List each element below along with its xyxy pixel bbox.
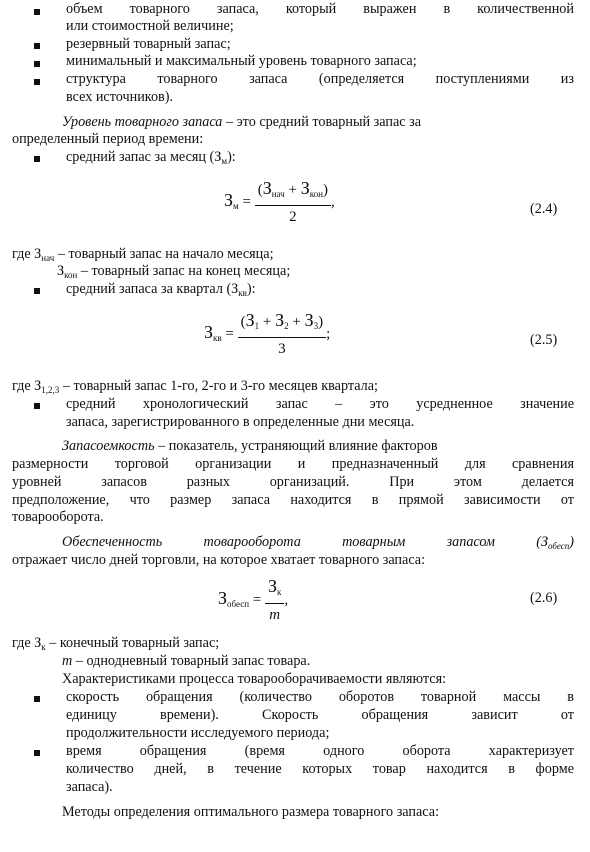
- text-line: средний хронологический запас – это усредненное значение: [66, 396, 574, 412]
- text-line: уровней запасов разных организаций. При этом делается: [12, 474, 574, 490]
- text-span: – товарный запас 1-го, 2-го и 3-го месяцев квартала;: [59, 378, 378, 394]
- text-line: отражает число дней торговли, на которое хватает товарного запаса:: [12, 552, 426, 568]
- text-span: средний запас за месяц (З: [66, 149, 222, 165]
- text-span: где З: [12, 246, 42, 262]
- text-line: или стоимостной величине;: [66, 18, 234, 34]
- subscript: нач: [41, 253, 55, 263]
- text-line: запаса, зарегистрированного в определенные дни месяца.: [66, 414, 415, 430]
- text-line: резервный товарный запас;: [66, 36, 231, 52]
- bullet-marker: [34, 9, 40, 15]
- subscript: нач: [271, 189, 285, 199]
- formula-operator: +: [262, 314, 272, 330]
- formula-symbol: З: [224, 189, 234, 210]
- formula-symbol: З: [245, 310, 255, 330]
- fraction-denominator: m: [269, 607, 281, 623]
- fraction-numerator: [255, 178, 331, 206]
- text-line: запаса).: [66, 779, 113, 795]
- subscript: обесп: [547, 541, 570, 551]
- subscript: 2: [284, 321, 289, 331]
- text-span: где З: [12, 378, 42, 394]
- bullet-marker: [34, 288, 40, 294]
- subscript: обесп: [227, 598, 250, 609]
- subscript: 1: [254, 321, 260, 331]
- formula-operator: =: [252, 591, 262, 608]
- formula-symbol: З: [304, 310, 314, 330]
- fraction-numerator: [265, 576, 284, 604]
- formula-symbol: З: [268, 576, 278, 596]
- text-span: – конечный товарный запас;: [45, 635, 220, 651]
- equation-number: (2.4): [530, 201, 558, 217]
- formula-fraction: [238, 310, 327, 359]
- text-line: количество дней, в течение которых товар находится в форме: [66, 761, 574, 777]
- formula-operator: +: [288, 182, 297, 198]
- formula-symbol: З: [218, 587, 228, 608]
- bullet-marker: [34, 403, 40, 409]
- formula-2-5: [204, 310, 330, 359]
- paragraph-line: [62, 114, 421, 131]
- text-line: скорость обращения (количество оборотов товарной массы в: [66, 689, 574, 705]
- formula-operator: +: [292, 314, 301, 330]
- text-line: всех источников).: [66, 89, 174, 105]
- bullet-marker: [34, 61, 40, 67]
- equation-number: (2.6): [530, 590, 558, 606]
- text-span: – это средний товарный запас за: [222, 114, 422, 130]
- text-line: Методы определения оптимального размера товарного запаса:: [62, 804, 440, 820]
- text-line: структура товарного запаса (определяется поступлениями из: [66, 71, 574, 87]
- text-line: товарооборота.: [12, 509, 104, 525]
- subscript: м: [233, 200, 239, 211]
- text-line: время обращения (время одного оборота характеризует: [66, 743, 574, 759]
- formula-operator: =: [225, 325, 234, 342]
- subscript: кв: [238, 288, 247, 298]
- formula-paren: ): [322, 182, 328, 198]
- text-span: – товарный запас на конец месяца;: [77, 263, 291, 279]
- text-line: определенный период времени:: [12, 131, 204, 147]
- formula-2-6: [218, 576, 288, 625]
- bullet-marker: [34, 696, 40, 702]
- formula-symbol: З: [275, 310, 285, 330]
- text-span: где З: [12, 635, 42, 651]
- term-italic: Обеспеченность товарооборота товарным запасом $(З_{обесп})$: [62, 534, 574, 551]
- subscript: 3: [313, 321, 319, 331]
- subscript: кон: [64, 270, 78, 280]
- equation-number: (2.5): [530, 332, 558, 348]
- paragraph-line: [62, 438, 438, 455]
- bullet-marker: [34, 79, 40, 85]
- formula-paren: (: [240, 314, 246, 330]
- formula-operator: =: [242, 193, 251, 210]
- term-italic: Запасоемкость: [62, 438, 155, 454]
- formula-fraction: [265, 576, 284, 625]
- formula-symbol: З: [262, 178, 272, 198]
- bullet-marker: [34, 750, 40, 756]
- fraction-numerator: [238, 310, 327, 338]
- formula-punct: ,: [330, 193, 335, 210]
- fraction-denominator: 3: [278, 341, 286, 357]
- text-span: – однодневный товарный запас товара.: [72, 653, 311, 669]
- text-line: предположение, что размер запаса находится в прямой зависимости от: [12, 492, 574, 508]
- text-line: минимальный и максимальный уровень товарного запаса;: [66, 53, 417, 69]
- term-italic: Уровень товарного запаса: [62, 114, 223, 130]
- text-span: ):: [227, 149, 236, 165]
- formula-paren: ): [318, 314, 324, 330]
- subscript: кв: [213, 332, 222, 343]
- subscript: м: [221, 156, 228, 166]
- formula-fraction: [255, 178, 331, 227]
- text-line: объем товарного запаса, который выражен в количественной: [66, 1, 574, 17]
- subscript: к: [277, 587, 282, 597]
- formula-2-4: [224, 178, 335, 227]
- text-span: средний запаса за квартал (З: [66, 281, 239, 297]
- text-span: – показатель, устраняющий влияние факторов: [154, 438, 438, 454]
- bullet-marker: [34, 43, 40, 49]
- bullet-marker: [34, 156, 40, 162]
- formula-symbol: З: [300, 178, 310, 198]
- subscript: кон: [309, 189, 323, 199]
- formula-punct: ;: [326, 325, 331, 342]
- subscript: 1,2,3: [41, 385, 60, 395]
- text-line: [62, 653, 310, 670]
- formula-paren: (: [257, 182, 263, 198]
- subscript: к: [41, 642, 46, 652]
- text-line: размерности торговой организации и предназначенный для сравнения: [12, 456, 574, 472]
- text-line: продолжительности исследуемого периода;: [66, 725, 330, 741]
- text-span: ):: [246, 281, 256, 297]
- text-line: единицу времени). Скорость обращения зависит от: [66, 707, 574, 723]
- formula-symbol: З: [204, 321, 214, 342]
- fraction-denominator: 2: [289, 209, 297, 225]
- text-line: [66, 149, 236, 170]
- term-italic: m: [62, 653, 73, 669]
- text-line: Характеристиками процесса товарооборачиваемости являются:: [62, 671, 447, 687]
- text-line: [66, 281, 256, 302]
- formula-punct: ,: [284, 591, 289, 608]
- text-span: – товарный запас на начало месяца;: [54, 246, 274, 262]
- text-span: З: [57, 263, 65, 279]
